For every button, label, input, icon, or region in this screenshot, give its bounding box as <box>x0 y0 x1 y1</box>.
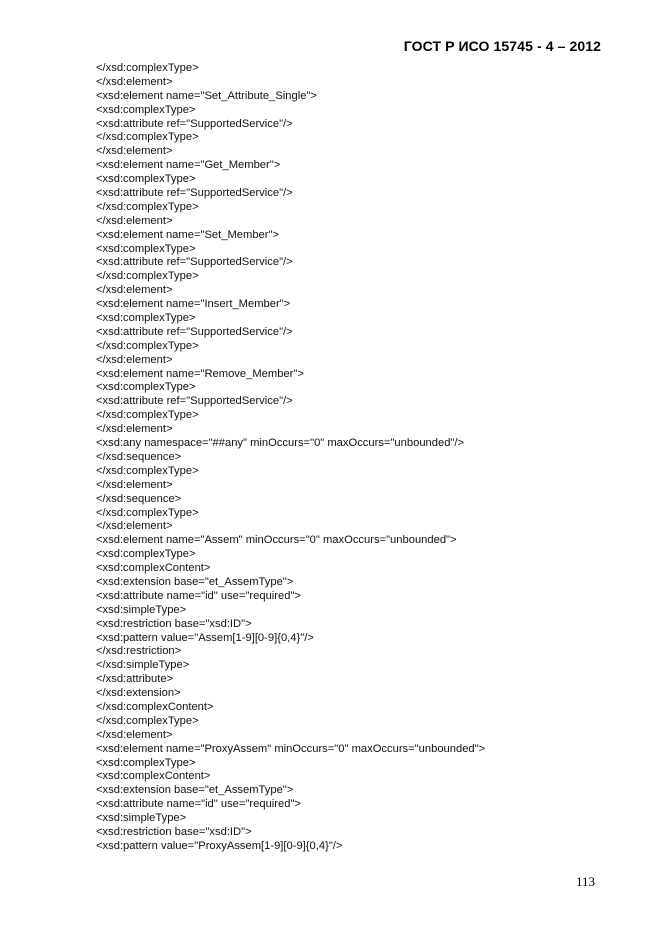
code-line: <xsd:attribute name="id" use="required"> <box>96 589 301 602</box>
code-line: <xsd:attribute ref="SupportedService"/> <box>96 117 293 130</box>
code-line: </xsd:simpleType> <box>96 659 190 672</box>
code-line: </xsd:element> <box>96 728 173 741</box>
code-line: <xsd:complexType> <box>96 548 196 561</box>
page-number: 113 <box>575 874 595 889</box>
code-line: <xsd:complexContent> <box>96 770 211 783</box>
code-line: </xsd:complexType> <box>96 409 199 422</box>
code-line: <xsd:pattern value="ProxyAssem[1-9][0-9]{0,4}"/> <box>96 839 343 852</box>
code-line: </xsd:element> <box>96 423 173 436</box>
code-line: </xsd:element> <box>96 353 173 366</box>
code-line: </xsd:sequence> <box>96 492 182 505</box>
code-line: <xsd:complexType> <box>96 242 196 255</box>
code-line: <xsd:simpleType> <box>96 812 187 825</box>
code-line: </xsd:element> <box>96 145 173 158</box>
code-line: </xsd:element> <box>96 478 173 491</box>
code-line: <xsd:element name="Get_Member"> <box>96 159 281 172</box>
code-line: <xsd:restriction base="xsd:ID"> <box>96 825 252 838</box>
code-line: <xsd:attribute ref="SupportedService"/> <box>96 187 293 200</box>
code-line: </xsd:complexType> <box>96 131 199 144</box>
code-line: </xsd:attribute> <box>96 673 174 686</box>
code-line: <xsd:complexType> <box>96 312 196 325</box>
code-line: <xsd:attribute name="id" use="required"> <box>96 798 301 811</box>
code-line: </xsd:complexType> <box>96 62 199 74</box>
code-line: </xsd:sequence> <box>96 450 182 463</box>
code-line: </xsd:element> <box>96 284 173 297</box>
code-line: </xsd:element> <box>96 520 173 533</box>
code-line: <xsd:any namespace="##any" minOccurs="0" maxOccurs="unbounded"/> <box>96 437 465 450</box>
code-line: </xsd:complexType> <box>96 200 199 213</box>
code-line: <xsd:complexType> <box>96 381 196 394</box>
document-header-title: ГОСТ Р ИСО 15745 - 4 – 2012 <box>403 38 601 54</box>
code-line: <xsd:pattern value="Assem[1-9][0-9]{0,4}"/> <box>96 631 314 644</box>
code-line: </xsd:complexType> <box>96 464 199 477</box>
code-line: <xsd:attribute ref="SupportedService"/> <box>96 325 293 338</box>
code-line: <xsd:attribute ref="SupportedService"/> <box>96 256 293 269</box>
code-line: </xsd:complexType> <box>96 714 199 727</box>
code-line: <xsd:element name="Set_Attribute_Single"> <box>96 89 317 102</box>
code-line: </xsd:complexType> <box>96 506 199 519</box>
code-line: </xsd:complexContent> <box>96 700 214 713</box>
code-line: </xsd:complexType> <box>96 270 199 283</box>
code-line: </xsd:element> <box>96 214 173 227</box>
code-line: <xsd:element name="ProxyAssem" minOccurs="0" maxOccurs="unbounded"> <box>96 742 486 755</box>
xml-schema-code-block <box>96 62 616 854</box>
code-line: <xsd:extension base="et_AssemType"> <box>96 575 294 588</box>
code-line: <xsd:element name="Set_Member"> <box>96 228 279 241</box>
code-line: <xsd:complexContent> <box>96 562 211 575</box>
code-line: </xsd:complexType> <box>96 339 199 352</box>
code-line: <xsd:extension base="et_AssemType"> <box>96 784 294 797</box>
code-line: <xsd:element name="Insert_Member"> <box>96 298 291 311</box>
code-line: <xsd:restriction base="xsd:ID"> <box>96 617 252 630</box>
code-line: <xsd:attribute ref="SupportedService"/> <box>96 395 293 408</box>
code-line: </xsd:element> <box>96 75 173 88</box>
code-line: </xsd:extension> <box>96 687 181 700</box>
code-line: <xsd:simpleType> <box>96 603 187 616</box>
code-line: <xsd:element name="Remove_Member"> <box>96 367 304 380</box>
code-line: </xsd:restriction> <box>96 645 182 658</box>
code-line: <xsd:complexType> <box>96 756 196 769</box>
code-line: <xsd:complexType> <box>96 173 196 186</box>
code-line: <xsd:element name="Assem" minOccurs="0" maxOccurs="unbounded"> <box>96 534 457 547</box>
code-line: <xsd:complexType> <box>96 103 196 116</box>
